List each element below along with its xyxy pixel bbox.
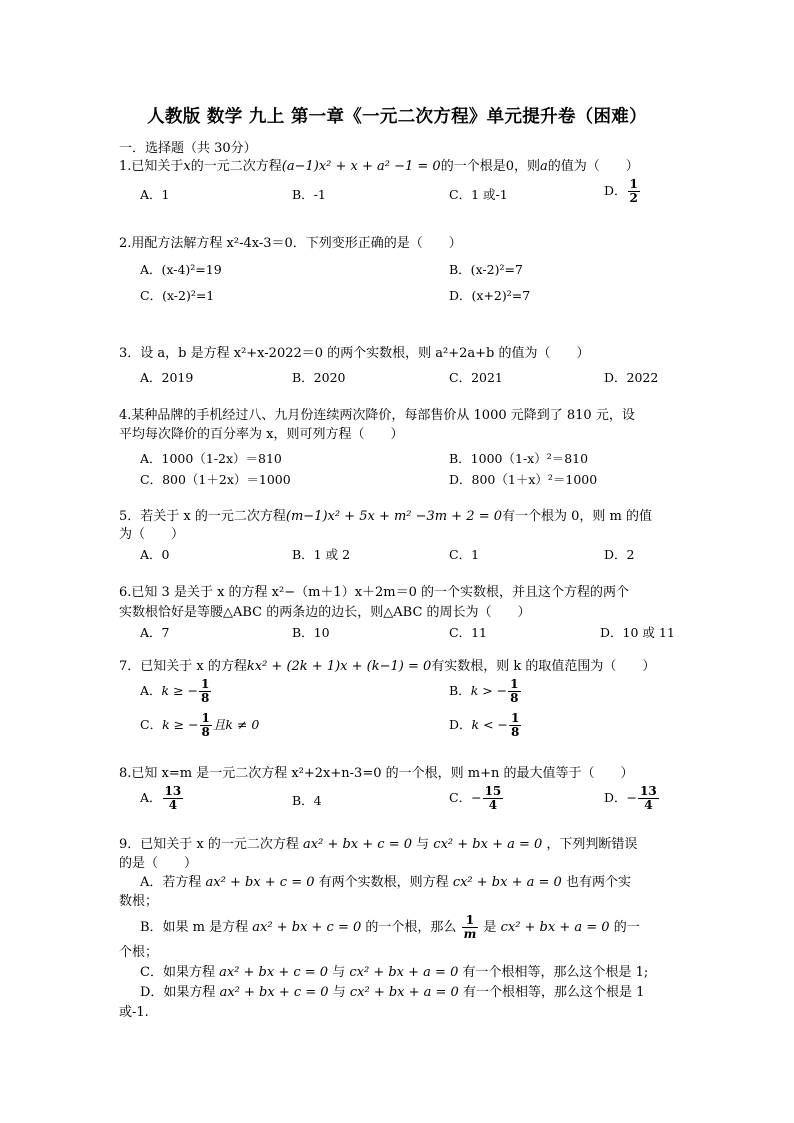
fraction-numerator: 15 xyxy=(484,784,502,798)
fraction-denominator: 8 xyxy=(510,691,519,705)
q4-option-d[interactable]: D．800（1＋x）²＝1000 xyxy=(449,472,598,487)
q9-equation-1: ax² + bx + c = 0 xyxy=(252,920,362,935)
q9-text: 与 xyxy=(332,985,346,1000)
q9-text: 9．已知关于 x 的一元二次方程 xyxy=(119,837,299,852)
q1-equation: (a−1)x² + x + a² −1 = 0 xyxy=(281,159,441,174)
option-math: k ≥ − xyxy=(161,683,198,698)
q9-text: C．如果方程 xyxy=(140,965,215,980)
option-fraction xyxy=(199,678,211,705)
question-6-stem-line2: 实数根恰好是等腰△ABC 的两条边的边长，则△ABC 的周长为（ ） xyxy=(119,605,531,620)
option-fraction xyxy=(163,785,184,812)
question-4-stem-line1: 4.某种品牌的手机经过八、九月份连续两次降价，每部售价从 1000 元降到了 810 元，设 xyxy=(119,408,635,423)
q3-option-c[interactable]: C．2021 xyxy=(449,370,503,385)
q3-option-a[interactable]: A．2019 xyxy=(140,370,194,385)
q9-option-a-line2: 数根； xyxy=(119,894,159,909)
question-5-stem-line2: 为（ ） xyxy=(119,527,185,542)
option-label: A． xyxy=(140,683,162,698)
q1-option-d-fraction xyxy=(628,178,640,205)
q5-equation: (m−1)x² + 5x + m² −3m + 2 = 0 xyxy=(285,509,502,524)
option-fraction xyxy=(200,712,212,739)
option-label: B． xyxy=(449,683,471,698)
q7-text: 有实数根，则 k 的取值范围为（ ） xyxy=(431,659,656,674)
fraction-denominator: 4 xyxy=(644,798,653,812)
question-6-stem-line1: 6.已知 3 是关于 x 的方程 x²−（m＋1）x＋2m＝0 的一个实数根，并且这个方程的两个 xyxy=(119,585,630,600)
q5-option-d[interactable]: D．2 xyxy=(604,547,635,562)
q6-option-b[interactable]: B．10 xyxy=(292,625,330,640)
option-label: D． xyxy=(604,790,627,805)
q9-equation-1: ax² + bx + c = 0 xyxy=(303,837,412,852)
q1-text: 的一个根是0，则 xyxy=(440,159,540,174)
q7-option-b[interactable] xyxy=(449,678,522,705)
question-2-stem: 2.用配方法解方程 x²-4x-3＝0．下列变形正确的是（ ） xyxy=(119,236,462,251)
option-math: k < − xyxy=(471,717,508,732)
q9-text: A．若方程 xyxy=(140,875,202,890)
fraction-denominator: 4 xyxy=(488,798,498,812)
q9-option-b-fraction xyxy=(462,914,479,941)
q1-option-c[interactable]: C．1 或-1 xyxy=(449,187,508,202)
question-7-stem xyxy=(119,658,655,676)
q9-option-c[interactable] xyxy=(140,964,648,982)
fraction-numerator: 1 xyxy=(629,177,638,191)
q3-option-d[interactable]: D．2022 xyxy=(604,370,659,385)
q9-text: 有一个根相等，那么这个根是 1; xyxy=(462,965,649,980)
option-math: 且k ≠ 0 xyxy=(212,717,260,732)
question-9-stem-line1 xyxy=(119,836,637,854)
q7-text: 7．已知关于 x 的方程 xyxy=(119,659,247,674)
option-fraction xyxy=(508,678,520,705)
q8-option-d[interactable] xyxy=(604,785,660,812)
q7-option-c[interactable] xyxy=(140,712,259,739)
fraction-denominator: 4 xyxy=(168,798,178,812)
q2-option-a[interactable]: A．(x-4)²=19 xyxy=(140,262,222,277)
q7-option-d[interactable] xyxy=(449,712,522,739)
q9-equation-2: cx² + bx + a = 0 xyxy=(452,875,562,890)
q1-var: a xyxy=(539,159,548,174)
q9-option-b-line2: 个根； xyxy=(119,945,159,960)
q9-text: 与 xyxy=(332,965,346,980)
option-label: A． xyxy=(140,790,162,805)
fraction-denominator: 2 xyxy=(629,191,638,205)
option-label: D． xyxy=(449,717,472,732)
option-math: − xyxy=(471,790,482,805)
q9-text: D．如果方程 xyxy=(140,985,216,1000)
fraction-denominator: 8 xyxy=(201,725,210,739)
q6-option-c[interactable]: C．11 xyxy=(449,625,487,640)
q6-option-a[interactable]: A．7 xyxy=(140,625,170,640)
q1-option-b[interactable]: B．-1 xyxy=(292,187,326,202)
q9-text: ，下列判断错误 xyxy=(546,837,638,852)
option-fraction xyxy=(509,712,521,739)
q3-option-b[interactable]: B．2020 xyxy=(292,370,346,385)
q9-text: B．如果 m 是方程 xyxy=(140,920,249,935)
q5-text: 有一个根为 0，则 m 的值 xyxy=(502,509,652,524)
q9-text: 有一个根相等，那么这个根是 1 xyxy=(462,985,645,1000)
fraction-numerator: 13 xyxy=(640,784,657,798)
q9-option-d-line1[interactable] xyxy=(140,984,644,1002)
q4-option-c[interactable]: C．800（1＋2x）＝1000 xyxy=(140,472,291,487)
q6-option-d[interactable]: D．10 或 11 xyxy=(600,625,675,640)
fraction-denominator: 8 xyxy=(511,725,520,739)
q9-option-b-line1[interactable] xyxy=(140,914,640,941)
option-math: k ≥ − xyxy=(162,717,199,732)
q9-text: 是 xyxy=(483,920,497,935)
q1-text: 1.已知关于 xyxy=(119,159,184,174)
q1-option-d-label: D． xyxy=(604,183,627,198)
q9-equation-1: ax² + bx + c = 0 xyxy=(205,875,315,890)
question-1-stem xyxy=(119,158,639,176)
q4-option-b[interactable]: B．1000（1-x）²＝810 xyxy=(449,451,589,466)
fraction-numerator: 1 xyxy=(510,677,519,691)
q9-text: 也有两个实 xyxy=(565,875,631,890)
q9-equation-2: cx² + bx + a = 0 xyxy=(500,920,610,935)
fraction-numerator: 1 xyxy=(201,711,210,725)
section-heading: 一．选择题（共 30分） xyxy=(119,141,257,156)
q5-option-a[interactable]: A．0 xyxy=(140,547,170,562)
q9-equation-2: cx² + bx + a = 0 xyxy=(349,965,459,980)
q5-option-c[interactable]: C．1 xyxy=(449,547,480,562)
q8-option-a[interactable] xyxy=(140,785,184,812)
page-title: 人教版 数学 九上 第一章《一元二次方程》单元提升卷（困难） xyxy=(147,107,647,127)
question-5-stem-line1 xyxy=(119,508,652,526)
fraction-numerator: 13 xyxy=(164,784,182,798)
q9-equation-2: cx² + bx + a = 0 xyxy=(349,985,459,1000)
fraction-numerator: 1 xyxy=(462,914,479,928)
q9-equation-2: cx² + bx + a = 0 xyxy=(433,837,543,852)
q9-option-a-line1[interactable] xyxy=(140,874,631,892)
question-4-stem-line2: 平均每次降价的百分率为 x，则可列方程（ ） xyxy=(119,427,404,442)
option-fraction xyxy=(483,785,504,812)
option-math: k > − xyxy=(470,683,508,698)
option-fraction xyxy=(638,785,659,812)
fraction-denominator: m xyxy=(463,927,477,941)
q2-option-b[interactable]: B．(x-2)²=7 xyxy=(449,262,523,277)
q9-text: 的一 xyxy=(613,920,640,935)
q9-text: 有两个实数根，则方程 xyxy=(318,875,449,890)
q1-text: 的一元二次方程 xyxy=(190,159,282,174)
q9-equation-1: ax² + bx + c = 0 xyxy=(219,985,329,1000)
q2-option-c[interactable]: C．(x-2)²=1 xyxy=(140,288,215,303)
q8-option-c[interactable] xyxy=(449,785,504,812)
q8-option-b[interactable]: B．4 xyxy=(292,793,322,808)
q9-equation-1: ax² + bx + c = 0 xyxy=(219,965,329,980)
q4-option-a[interactable]: A．1000（1-2x）＝810 xyxy=(140,451,282,466)
option-label: C． xyxy=(140,717,163,732)
q1-option-d[interactable] xyxy=(604,178,641,205)
fraction-numerator: 1 xyxy=(201,677,210,691)
question-9-stem-line2: 的是（ ） xyxy=(119,856,198,871)
q5-text: 5．若关于 x 的一元二次方程 xyxy=(119,509,286,524)
option-label: C． xyxy=(449,790,472,805)
option-math: − xyxy=(626,790,638,805)
q5-option-b[interactable]: B．1 或 2 xyxy=(292,547,351,562)
q1-option-a[interactable]: A．1 xyxy=(140,187,170,202)
q9-text: 的一个根，那么 xyxy=(365,920,457,935)
q9-option-d-line2: 或-1. xyxy=(119,1005,149,1020)
q7-equation: kx² + (2k + 1)x + (k−1) = 0 xyxy=(246,659,432,674)
q7-option-a[interactable] xyxy=(140,678,212,705)
question-3-stem: 3．设 a，b 是方程 x²+x-2022＝0 的两个实数根，则 a²+2a+b 的值为（ ） xyxy=(119,346,590,361)
q9-text: 与 xyxy=(416,837,430,852)
q2-option-d[interactable]: D．(x+2)²=7 xyxy=(449,288,531,303)
fraction-numerator: 1 xyxy=(511,711,520,725)
q1-var: x xyxy=(183,159,191,174)
question-8-stem: 8.已知 x=m 是一元二次方程 x²+2x+n-3=0 的一个根，则 m+n 的最大值等于（ ） xyxy=(119,766,634,781)
q1-text: 的值为（ ） xyxy=(547,159,639,174)
fraction-denominator: 8 xyxy=(201,691,210,705)
